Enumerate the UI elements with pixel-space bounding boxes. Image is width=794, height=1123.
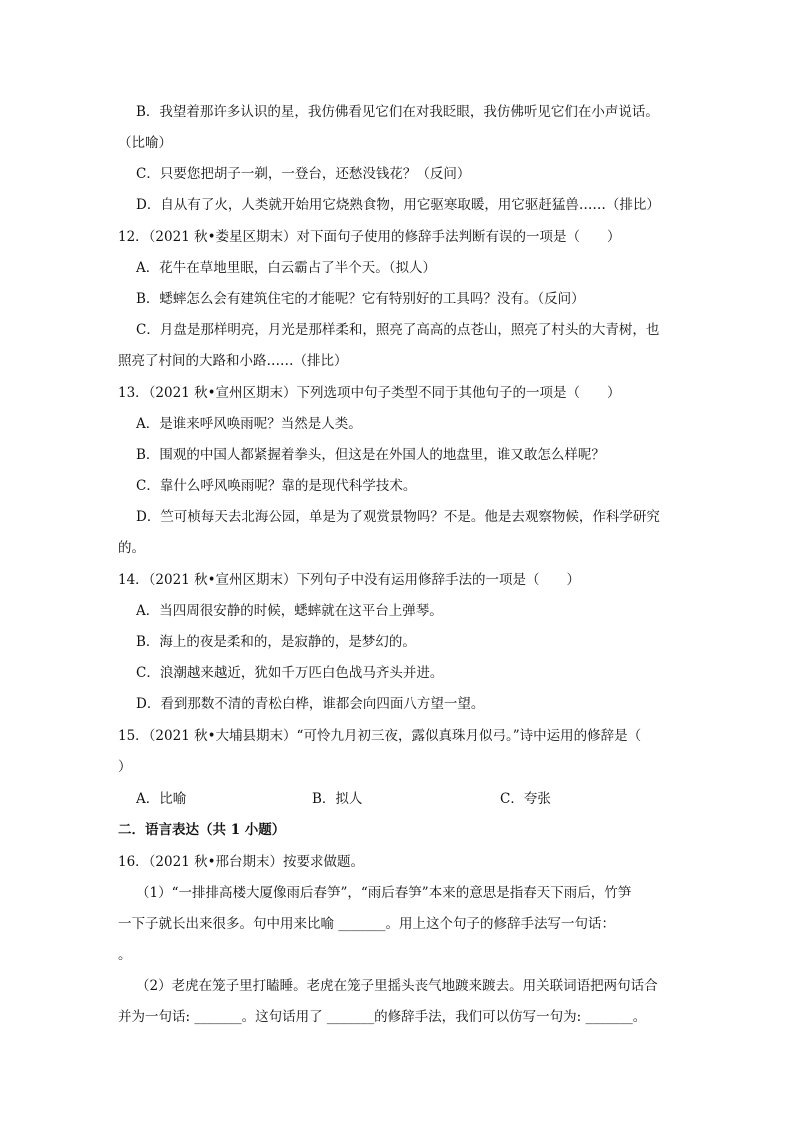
section-heading: 二．语言表达（共 1 小题） [118, 822, 286, 838]
q13-option-a: A．是谁来呼风唤雨呢？当然是人类。 [136, 416, 362, 432]
q13-option-b: B．围观的中国人都紧握着拳头，但这是在外国人的地盘里，谁又敢怎么样呢？ [136, 447, 605, 463]
q16-stem: 16．（2021 秋•邢台期末）按要求做题。 [118, 854, 365, 870]
q11-option-d: D．自从有了火，人类就开始用它烧熟食物，用它驱寒取暖，用它驱赶猛兽……（排比） [136, 197, 660, 213]
q14-option-c: C．浪潮越来越近，犹如千万匹白色战马齐头并进。 [136, 665, 444, 681]
q15-stem-cont: ） [118, 759, 132, 775]
q15-option-c: C．夸张 [500, 791, 551, 807]
q12-option-a: A．花牛在草地里眠，白云霸占了半个天。（拟人） [136, 260, 436, 276]
q13-option-c: C．靠什么呼风唤雨呢？靠的是现代科学技术。 [136, 478, 417, 494]
q12-option-c-cont: 照亮了村间的大路和小路……（排比） [118, 353, 348, 369]
q15-option-a: A．比喻 [136, 791, 187, 807]
q13-option-d-cont: 的。 [118, 540, 145, 556]
q16-part1-line1: （1）“一排排高楼大厦像雨后春笋”，“雨后春笋”本来的意思是指春天下雨后，竹笋 [136, 885, 632, 901]
q12-option-c: C．月盘是那样明亮，月光是那样柔和，照亮了高高的点苍山，照亮了村头的大青树，也 [136, 322, 660, 338]
q11-option-c: C．只要您把胡子一剃，一登台，还愁没钱花？（反问） [136, 166, 471, 182]
q16-part1-line2: 一下子就长出来很多。句中用来比喻 _______。用上这个句子的修辞手法写一句话： [118, 916, 616, 932]
q15-option-b: B．拟人 [312, 791, 363, 807]
q16-part2-line2: 并为一句话: _______。这句话用了 _______的修辞手法，我们可以仿写一句为: _______。 [118, 1009, 647, 1025]
q15-stem: 15．（2021 秋•大埔县期末）“可怜九月初三夜，露似真珠月似弓。”诗中运用的修辞是（ [118, 728, 642, 744]
q16-part2-line1: （2）老虎在笼子里打瞌睡。老虎在笼子里摇头丧气地踱来踱去。用关联词语把两句话合 [136, 978, 658, 994]
q14-option-a: A．当四周很安静的时候，蟋蟀就在这平台上弹琴。 [136, 603, 443, 619]
q12-option-b: B．蟋蟀怎么会有建筑住宅的才能呢？它有特别好的工具吗？没有。（反问） [136, 291, 585, 307]
q14-option-d: D．看到那数不清的青松白桦，谁都会向四面八方望一望。 [136, 696, 485, 712]
q14-stem: 14．（2021 秋•宣州区期末）下列句子中没有运用修辞手法的一项是（ ） [118, 572, 581, 588]
q13-stem: 13．（2021 秋•宣州区期末）下列选项中句子类型不同于其他句子的一项是（ ） [118, 385, 621, 401]
q12-stem: 12．（2021 秋•娄星区期末）对下面句子使用的修辞手法判断有误的一项是（ ） [118, 229, 621, 245]
q16-part1-line3: 。 [118, 947, 132, 963]
q11-option-b-cont: （比喻） [118, 135, 172, 151]
q11-option-b: B．我望着那许多认识的星，我仿佛看见它们在对我眨眼，我仿佛听见它们在小声说话。 [136, 104, 659, 120]
q13-option-d: D．竺可桢每天去北海公园，单是为了观赏景物吗？不是。他是去观察物候，作科学研究 [136, 509, 660, 525]
q14-option-b: B．海上的夜是柔和的，是寂静的，是梦幻的。 [136, 634, 416, 650]
